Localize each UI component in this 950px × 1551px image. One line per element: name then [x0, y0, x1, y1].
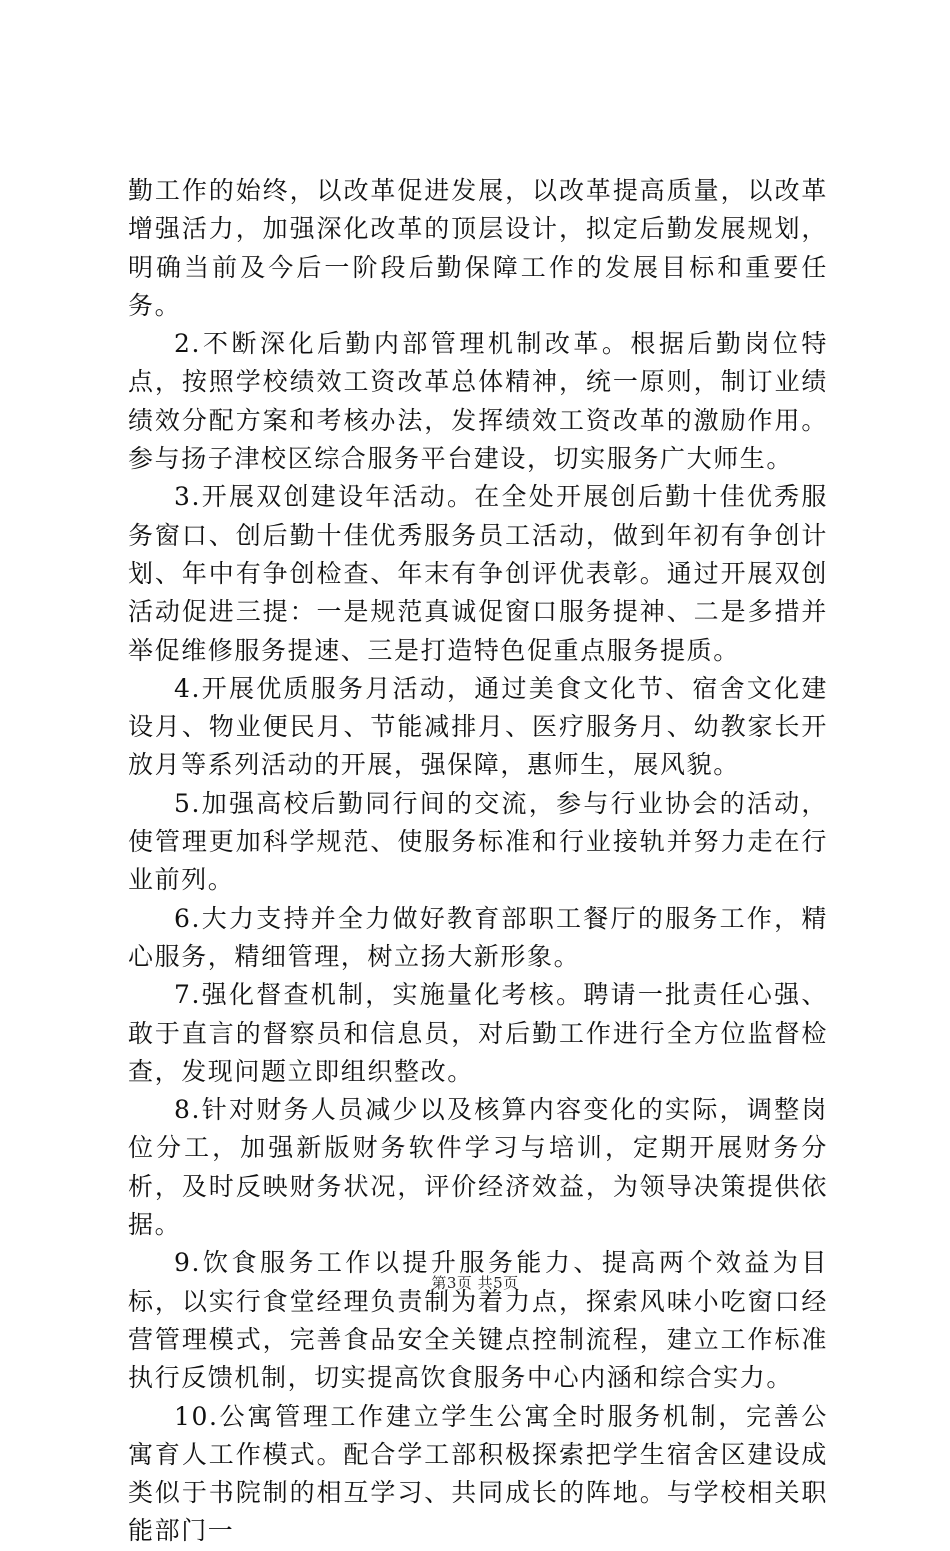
paragraph-item-3: 3.开展双创建设年活动。在全处开展创后勤十佳优秀服务窗口、创后勤十佳优秀服务员工活动，做到年初有争创计划、年中有争创检查、年末有争创评优表彰。通过开展双创活动促进三提：一是规范真诚促窗口服务提神、二是多措并举促维修服务提速、三是打造特色促重点服务提质。	[128, 482, 828, 665]
paragraph-item-6: 6.大力支持并全力做好教育部职工餐厅的服务工作，精心服务，精细管理，树立扬大新形象。	[128, 903, 828, 971]
paragraph-item-5: 5.加强高校后勤同行间的交流，参与行业协会的活动，使管理更加科学规范、使服务标准和行业接轨并努力走在行业前列。	[128, 788, 828, 895]
paragraph-item-8: 8.针对财务人员减少以及核算内容变化的实际，调整岗位分工，加强新版财务软件学习与培训，定期开展财务分析，及时反映财务状况，评价经济效益，为领导决策提供依据。	[128, 1095, 828, 1240]
paragraph-item-4: 4.开展优质服务月活动，通过美食文化节、宿舍文化建设月、物业便民月、节能减排月、医疗服务月、幼教家长开放月等系列活动的开展，强保障，惠师生，展风貌。	[128, 673, 828, 780]
paragraph-item-2: 2.不断深化后勤内部管理机制改革。根据后勤岗位特点，按照学校绩效工资改革总体精神，统一原则，制订业绩绩效分配方案和考核办法，发挥绩效工资改革的激励作用。参与扬子津校区综合服务平台建设，切实服务广大师生。	[128, 329, 828, 474]
page-footer: 第3页 共5页	[431, 1274, 519, 1292]
paragraph-item-9: 9.饮食服务工作以提升服务能力、提高两个效益为目标，以实行食堂经理负责制为着力点，探索风味小吃窗口经营管理模式，完善食品安全关键点控制流程，建立工作标准执行反馈机制，切实提高饮食服务中心内涵和综合实力。	[128, 1248, 828, 1393]
paragraph-item-10: 10.公寓管理工作建立学生公寓全时服务机制，完善公寓育人工作模式。配合学工部积极探索把学生宿舍区建设成类似于书院制的相互学习、共同成长的阵地。与学校相关职能部门一	[128, 1401, 828, 1546]
paragraph-item-7: 7.强化督查机制，实施量化考核。聘请一批责任心强、敢于直言的督察员和信息员，对后勤工作进行全方位监督检查，发现问题立即组织整改。	[128, 980, 828, 1086]
paragraph-continuation: 勤工作的始终，以改革促进发展，以改革提高质量，以改革增强活力，加强深化改革的顶层设计，拟定后勤发展规划，明确当前及今后一阶段后勤保障工作的发展目标和重要任务。	[128, 176, 828, 320]
